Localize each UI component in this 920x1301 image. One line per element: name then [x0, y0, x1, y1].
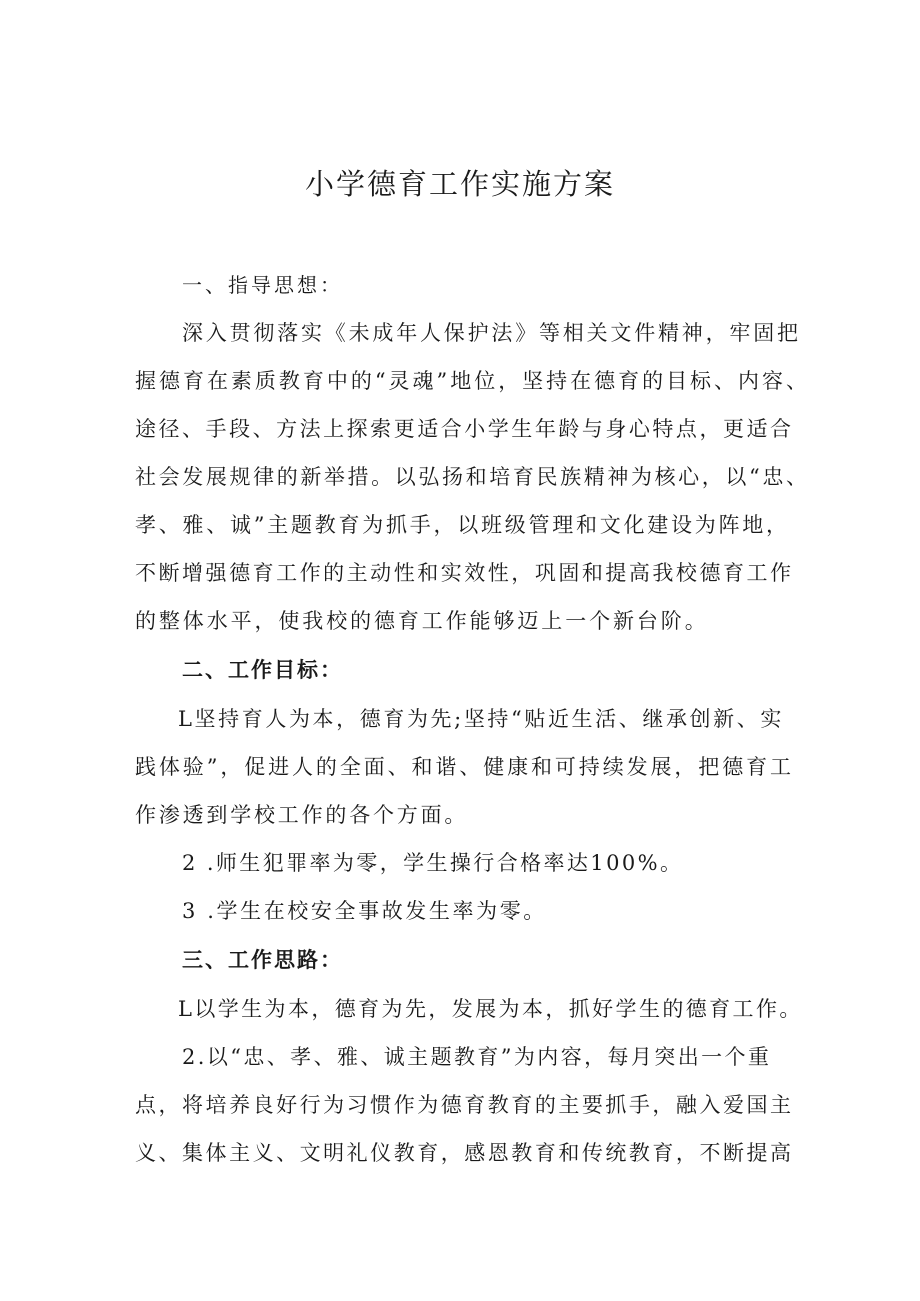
paragraph-line: L以学生为本，德育为先，发展为本，抓好学生的德育工作。 [178, 997, 803, 1021]
paragraph-line: 3 .学生在校安全事故发生率为零。 [182, 899, 547, 923]
paragraph-line: 握德育在素质教育中的“灵魂”地位，坚持在德育的目标、内容、 [135, 369, 807, 393]
paragraph-line: 深入贯彻落实《未成年人保护法》等相关文件精神，牢固把 [182, 321, 801, 345]
paragraph-line: 社会发展规律的新举措。以弘扬和培育民族精神为核心，以“忠、 [135, 465, 807, 489]
paragraph-line: 的整体水平，使我校的德育工作能够迈上一个新台阶。 [135, 609, 709, 633]
paragraph-line: 践体验”，促进人的全面、和谐、健康和可持续发展，把德育工 [135, 755, 791, 779]
paragraph-line: 2 .师生犯罪率为零，学生操行合格率达100%。 [182, 851, 684, 875]
paragraph-line: 2.以“忠、孝、雅、诚主题教育”为内容，每月突出一个重 [182, 1045, 772, 1069]
paragraph-line: 途径、手段、方法上探索更适合小学生年龄与身心特点，更适合 [135, 417, 791, 441]
paragraph-line: L坚持育人为本，德育为先;坚持“贴近生活、继承创新、实 [178, 707, 784, 731]
document-title: 小学德育工作实施方案 [304, 167, 615, 201]
section-heading-work-goals: 二、工作目标： [182, 658, 343, 682]
paragraph-line: 义、集体主义、文明礼仪教育，感恩教育和传统教育，不断提高 [135, 1141, 791, 1165]
paragraph-line: 孝、雅、诚”主题教育为抓手，以班级管理和文化建设为阵地， [135, 513, 787, 537]
section-heading-work-approach: 三、工作思路： [182, 948, 343, 972]
paragraph-line: 作渗透到学校工作的各个方面。 [135, 803, 469, 827]
paragraph-line: 点，将培养良好行为习惯作为德育教育的主要抓手，融入爱国主 [135, 1093, 791, 1117]
section-heading-guiding-ideology: 一、指导思想： [182, 273, 343, 297]
paragraph-line: 不断增强德育工作的主动性和实效性，巩固和提高我校德育工作 [135, 561, 791, 585]
